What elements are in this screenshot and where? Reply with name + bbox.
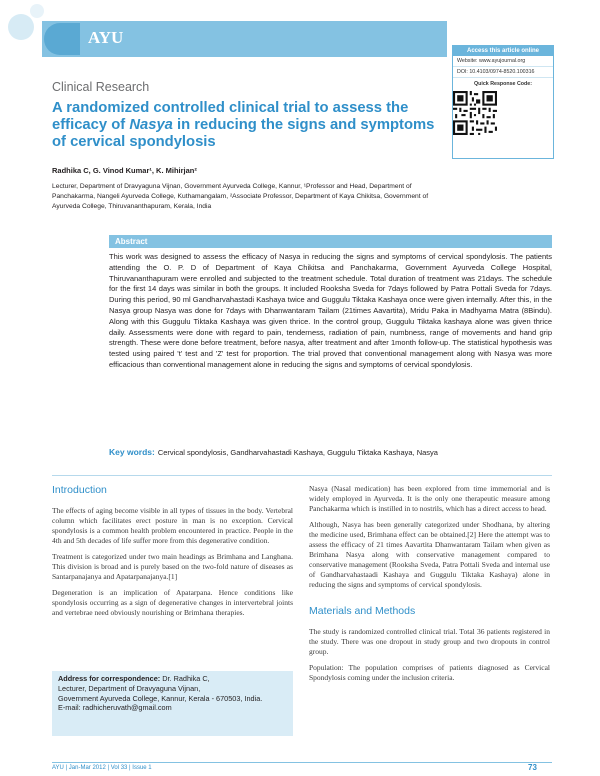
materials-methods-heading: Materials and Methods xyxy=(309,605,416,617)
correspondence-label: Address for correspondence: xyxy=(58,674,161,683)
footer-rule xyxy=(52,762,552,763)
keywords xyxy=(109,447,552,457)
website-link[interactable]: Website: www.ayujournal.org xyxy=(453,56,553,67)
access-box-header: Access this article online xyxy=(453,46,553,56)
keywords-list: Cervical spondylosis, Gandharvahastadi Kashaya, Guggulu Tiktaka Kashaya, Nasya xyxy=(157,448,438,457)
author-list: Radhika C, G. Vinod Kumar¹, K. Mihirjan² xyxy=(52,166,197,175)
body-paragraph: Nasya (Nasal medication) has been explored from time immemorial and is widely employed in Ayurveda. It is the only one therapeutic measure among Panchakarma which is instilled in to nostrils, which has a direct access to head. xyxy=(309,484,550,513)
keywords-label: Key words: xyxy=(109,447,155,457)
affiliations: Lecturer, Department of Dravyaguna Vijnan, Government Ayurveda College, Kannur, ¹Professor and Head, Department of Panchakarma, Nangeli Ayurveda College, Kuthamangalam, ²Associate Professor, Department of Kaya Chikitsa, Government of Ayurveda College, Thiruvananthapuram, Kerala, India xyxy=(52,183,429,210)
article-category: Clinical Research xyxy=(52,80,150,94)
qr-code-icon[interactable] xyxy=(453,91,497,135)
footer-citation: AYU | Jan-Mar 2012 | Vol 33 | Issue 1 xyxy=(52,765,152,771)
title-italic: Nasya xyxy=(129,117,173,133)
access-article-box xyxy=(452,45,554,159)
correspondence-email[interactable]: E-mail: radhicheruvath@gmail.com xyxy=(58,703,172,713)
title-part: in reducing the signs and symptoms of cervical spondylosis xyxy=(52,117,435,150)
page-number: 73 xyxy=(528,763,537,772)
header-decoration-circle-small xyxy=(30,4,44,18)
correspondence-header xyxy=(58,674,287,684)
qr-label: Quick Response Code: xyxy=(474,81,532,87)
correspondence-box xyxy=(52,671,293,736)
introduction-heading: Introduction xyxy=(52,484,107,496)
intro-paragraph: Degeneration is an implication of Apatarpana. Hence conditions like spondylosis occurring as a sign of degenerative changes in intervertebral joints and vertebrae need obviously nourishing or Brimhana therapies. xyxy=(52,588,293,617)
title-part: A randomized controlled clinical trial to assess the efficacy of xyxy=(52,100,409,133)
header-decoration-circle xyxy=(8,14,34,40)
body-paragraph: Although, Nasya has been generally categorized under Shodhana, by altering the medicine used, Brimhana effect can be obtained.[2] Here the attempt was to assess the efficacy of 21 times Aavartita Dhanwantaram Tailam when given as Brimhana Nasya along with conservative management compared to conservative management (Rooksha Sveda, Patra Pottali Sveda and internal use of Gandharvahastaadi Kashaya and Guggulu Tiktaka Kashaya) alone in reducing the signs and symptoms of cervical spondylosis. xyxy=(309,520,550,589)
correspondence-name: Dr. Radhika C, xyxy=(162,674,210,683)
materials-methods-text xyxy=(309,627,550,689)
right-column xyxy=(309,484,550,596)
doi-text: DOI: 10.4103/0974-8520.100316 xyxy=(453,67,553,78)
intro-paragraph: Treatment is categorized under two main headings as Brimhana and Langhana. This division is broad and is purely based on the two-fold nature of diseases as Santarpanajanya and Apatarpanajanya.[1] xyxy=(52,552,293,581)
correspondence-line: Government Ayurveda College, Kannur, Kerala - 670503, India. xyxy=(58,693,263,703)
journal-banner-cap xyxy=(44,23,80,55)
body-paragraph: The study is randomized controlled clinical trial. Total 36 patients registered in the study. There was one dropout in study group and two dropouts in control group. xyxy=(309,627,550,656)
section-divider xyxy=(52,475,552,476)
abstract-heading: Abstract xyxy=(109,235,552,248)
left-column xyxy=(52,506,293,624)
intro-paragraph: The effects of aging become visible in all types of tissues in the body. Vertebral column which facilitates erect posture in man is no exception. Cervical spondylosis is a common health problem encountered in practice. People in the 4th and 5th decades of life suffer more from this degenerative condition. xyxy=(52,506,293,545)
abstract-text: This work was designed to assess the efficacy of Nasya in reducing the signs and symptoms of cervical spondylosis. The patients attending the O. P. D of Department of Kaya Chikitsa and Panchakarma, Government Ayurveda College Hospital, Thiruvananthapuram were enrolled and subjected to the treatment schedule. Total duration of treatment was 21days. The schedule for the first 14 days was similar in both the groups. It included Rooksha Sveda for 7days followed by Patra Pottali Sveda for 7days. During this period, 90 ml Gandharvahastadi Kashaya twice and Guggulu Tiktaka Kashaya once were given internally. After this, in the Nasya group Nasya was done for 7days with Dhanwantaram Tailam (21times Aavartita), Mridu Paka in Madhyama Matra (8Bindu). Along with this Guggulu Tiktaka Kashaya was given thrice. In the control group, Guggulu Tiktaka kashaya alone was given thrice daily. Assessments were done with regard to pain, tenderness, radiation of pain, numbness, range of movements and hand grip strength. These were done before treatment, before nasya, after treatment and after 1month follow-up. The statistical hypothesis was tested using paired 't' test and 'Z' test for proportion. The trial proved that conventional management along with Nasya was more efficacious than conventional management alone in reducing the signs and symptoms of cervical spondylosis. xyxy=(109,252,552,369)
correspondence-line: Lecturer, Department of Dravyaguna Vijnan, xyxy=(58,683,201,693)
body-paragraph: Population: The population comprises of patients diagnosed as Cervical Spondylosis coming under the inclusion criteria. xyxy=(309,663,550,682)
journal-name: AYU xyxy=(88,28,124,47)
article-title xyxy=(52,100,437,151)
